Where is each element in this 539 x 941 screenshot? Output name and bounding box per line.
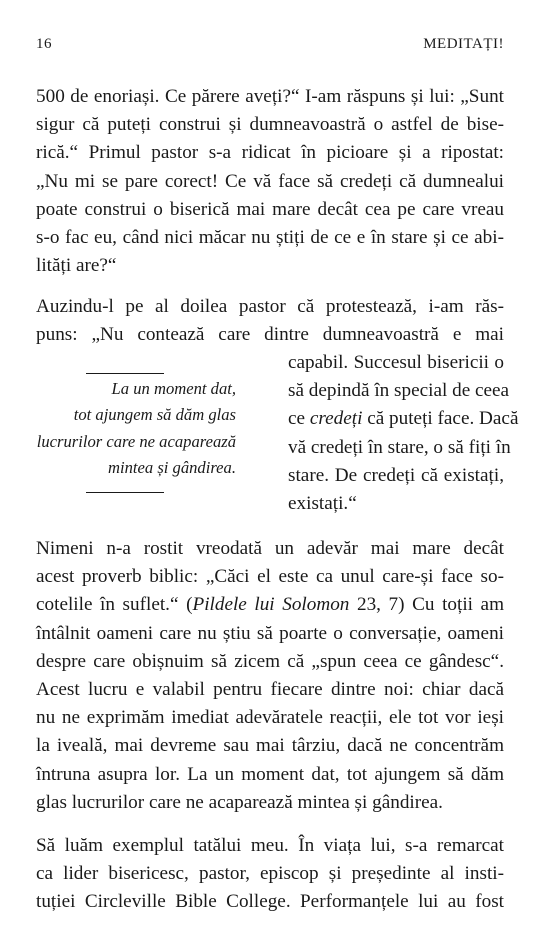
text-line: ca lider bisericesc, pastor, episcop și președinte al insti- bbox=[36, 863, 504, 885]
text-line: acest proverb biblic: „Căci el este ca unul care-și face so- bbox=[36, 566, 504, 588]
paragraph-2-top bbox=[36, 293, 504, 349]
emphasis: credeți bbox=[309, 408, 363, 430]
text-line: puns: „Nu contează care dintre dumneavoastră e mai bbox=[36, 324, 504, 346]
text-line: despre care obișnuim să zicem că „spun ceea ce gândesc“. bbox=[36, 650, 504, 672]
text-line: nu ne exprimăm imediat adevăratele reacții, ele tot vor ieși bbox=[36, 707, 504, 729]
text-line bbox=[288, 405, 519, 433]
pull-quote-line: tot ajungem să dăm glas bbox=[73, 405, 236, 425]
text-line: sigur că puteți construi și dumneavoastră o astfel de bise- bbox=[36, 114, 504, 136]
text-line: Să luăm exemplul tatălui meu. În viața lui, s-a remarcat bbox=[36, 835, 504, 856]
pull-quote-rule-top bbox=[86, 373, 164, 374]
text-line: să depindă în special de ceea bbox=[288, 380, 510, 402]
text-line: tuției Circleville Bible College. Performanțele lui au fost bbox=[36, 891, 504, 913]
text-line: stare. De credeți că existați, bbox=[288, 464, 504, 486]
text-line: poate construi o biserică mai mare decât cea pe care vreau bbox=[36, 198, 504, 220]
book-reference: Pildele lui Solomon bbox=[192, 594, 350, 616]
paragraph-3 bbox=[36, 535, 504, 817]
pull-quote-line: La un moment dat, bbox=[111, 379, 236, 398]
text-line bbox=[36, 591, 504, 619]
paragraph-1 bbox=[36, 83, 504, 280]
pull-quote-line: mintea și gândirea. bbox=[108, 458, 236, 478]
text-line: întruna asupra lor. La un moment dat, tot ajungem să dăm bbox=[36, 763, 504, 785]
text-line: lități are?“ bbox=[36, 255, 117, 277]
text-line: vă credeți în stare, o să fiți în bbox=[288, 436, 511, 458]
text-line: întâlnit oameni care nu știu să poarte o conversație, oameni bbox=[36, 622, 504, 644]
text-line: 500 de enoriași. Ce părere aveți?“ I-am răspuns și lui: „Sunt bbox=[36, 86, 504, 107]
text-line: glas lucrurilor care ne acaparează mintea și gândirea. bbox=[36, 791, 443, 813]
pull-quote-line: lucrurilor care ne acaparează bbox=[36, 431, 236, 451]
text-fragment: cotelile în suflet.“ ( bbox=[36, 594, 193, 616]
text-line: capabil. Succesul bisericii o bbox=[288, 352, 504, 373]
text-fragment: că puteți face. Dacă bbox=[367, 408, 519, 430]
text-fragment: 23, 7) Cu toții am bbox=[349, 594, 504, 616]
text-fragment: ce bbox=[288, 408, 306, 430]
text-line: rică.“ Primul pastor s-a ridicat în picioare și a ripostat: bbox=[36, 142, 504, 164]
text-line: s-o fac eu, când nici măcar nu știți de ce e în stare și ce abi- bbox=[36, 227, 504, 249]
text-line: Auzindu-l pe al doilea pastor că protestează, i-am răs- bbox=[36, 296, 504, 317]
text-line: „Nu mi se pare corect! Ce vă face să credeți că dumnealui bbox=[36, 170, 504, 192]
pull-quote-text bbox=[0, 376, 236, 482]
paragraph-2-wrapped bbox=[288, 349, 519, 518]
text-line: Acest lucru e valabil pentru fiecare dintre noi: chiar dacă bbox=[36, 679, 504, 701]
paragraph-4 bbox=[36, 832, 504, 917]
pull-quote-rule-bottom bbox=[86, 492, 164, 493]
running-head: MEDITAȚI! bbox=[423, 36, 504, 52]
text-line: la iveală, mai devreme sau mai târziu, dacă ne concentrăm bbox=[36, 735, 504, 757]
page-header bbox=[36, 36, 504, 56]
page-number: 16 bbox=[36, 36, 52, 52]
text-line: Nimeni n-a rostit vreodată un adevăr mai mare decât bbox=[36, 538, 504, 559]
text-line: existați.“ bbox=[288, 493, 357, 515]
